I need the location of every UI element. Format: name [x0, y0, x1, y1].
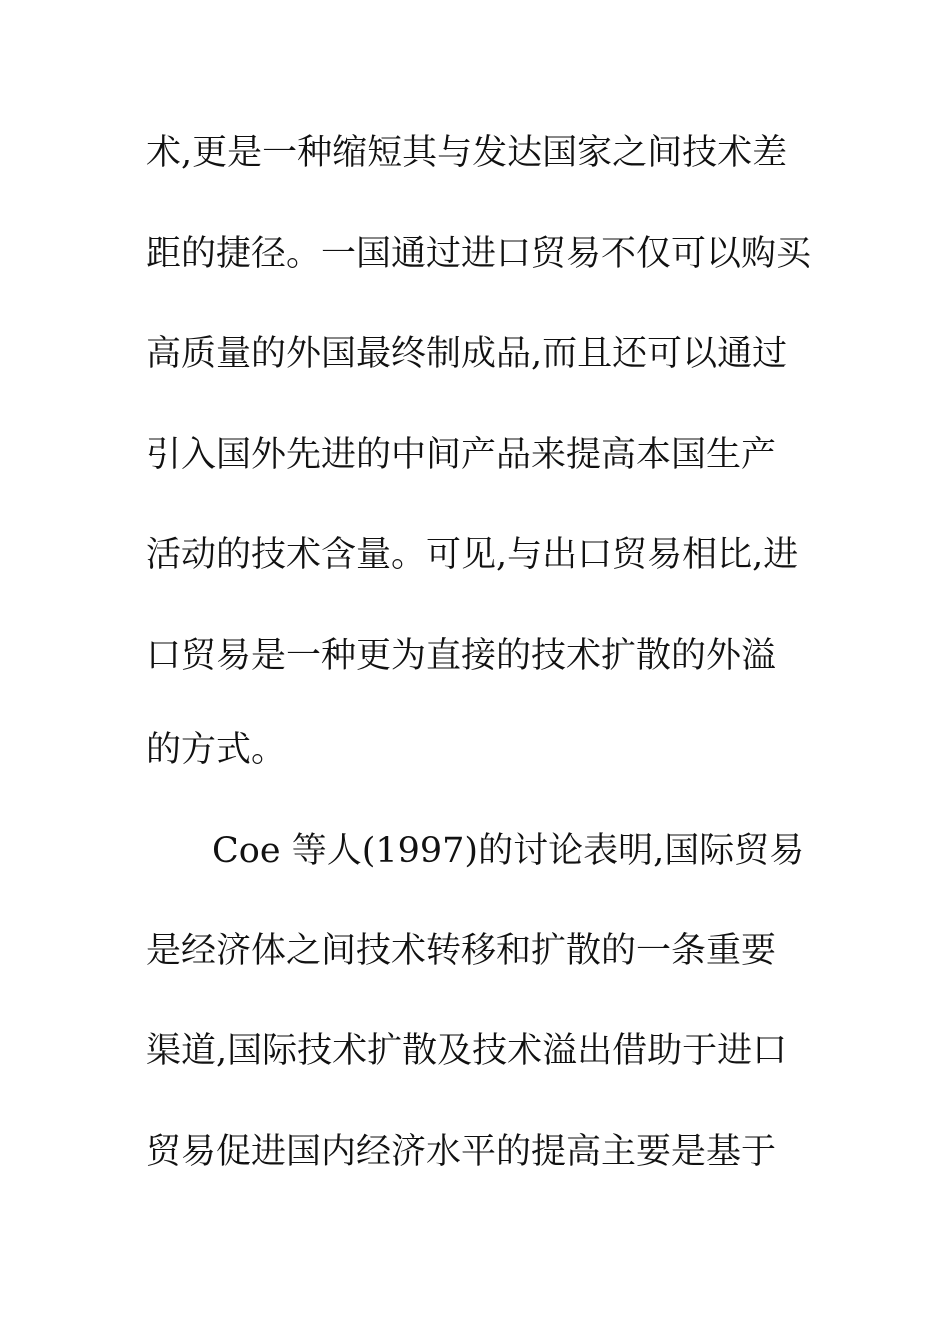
text-line: Coe 等人(1997)的讨论表明,国际贸易	[212, 831, 805, 871]
text-line: 是经济体之间技术转移和扩散的一条重要	[146, 931, 777, 971]
text-line: 高质量的外国最终制成品,而且还可以通过	[146, 334, 788, 374]
text-line: 的方式。	[146, 730, 287, 770]
text-line: 贸易促进国内经济水平的提高主要是基于	[146, 1132, 777, 1172]
text-line: 术,更是一种缩短其与发达国家之间技术差	[146, 133, 788, 173]
text-line: 距的捷径。一国通过进口贸易不仅可以购买	[146, 234, 812, 274]
text-line: 渠道,国际技术扩散及技术溢出借助于进口	[146, 1031, 788, 1071]
text-line: 活动的技术含量。可见,与出口贸易相比,进	[146, 535, 799, 575]
text-line: 引入国外先进的中间产品来提高本国生产	[146, 435, 777, 475]
text-line: 口贸易是一种更为直接的技术扩散的外溢	[146, 636, 777, 676]
